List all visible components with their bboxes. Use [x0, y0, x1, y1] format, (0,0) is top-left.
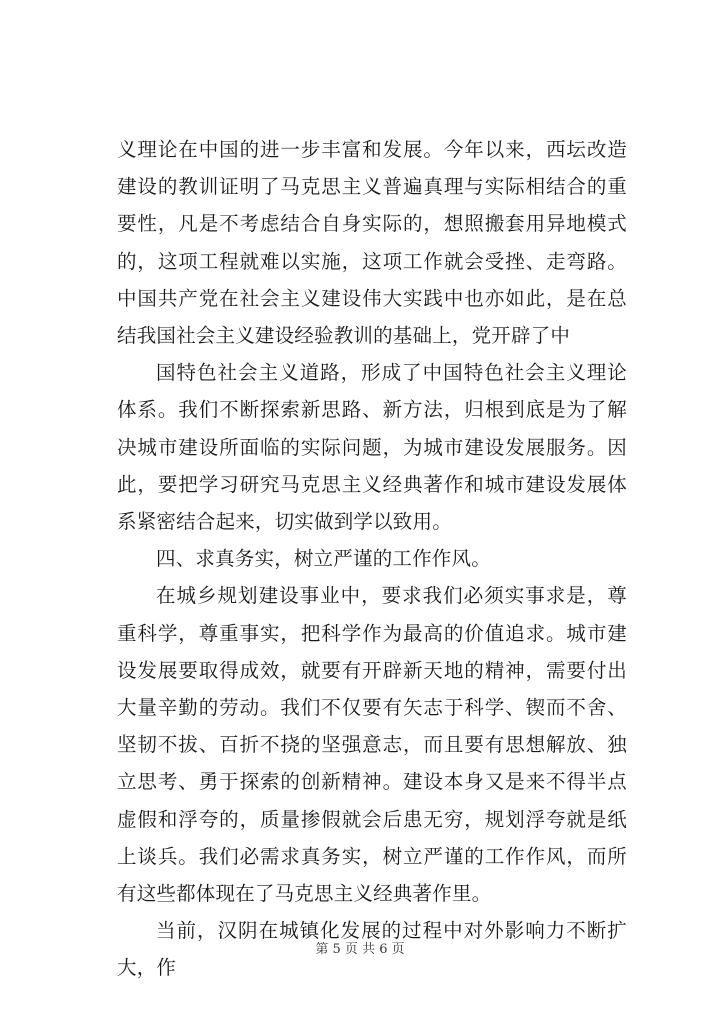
paragraph-work-style: 在城乡规划建设事业中，要求我们必须实事求是，尊重科学，尊重事实，把科学作为最高的价值追求。城市建设发展要取得成效，就要有开辟新天地的精神，需要付出大量辛勤的劳动。我们不仅要有矢志于科学、锲而不舍、坚韧不拔、百折不挠的坚强意志，而且要有思想解放、独立思考、勇于探索的创新精神。建设本身又是来不得半点虚假和浮夸的，质量掺假就会后患无穷，规划浮夸就是纸上谈兵。我们必需求真务实，树立严谨的工作作风，而所有这些都体现在了马克思主义经典著作里。: [117, 584, 627, 906]
paragraph-hanyin: 当前，汉阴在城镇化发展的过程中对外影响力不断扩大，作: [117, 919, 627, 980]
page-number-footer: 第 5 页 共 6 页: [315, 942, 405, 957]
section-heading-4: 四、求真务实，树立严谨的工作作风。: [156, 547, 491, 571]
document-body: [117, 131, 627, 987]
paragraph-socialism-theory: 国特色社会主义道路，形成了中国特色社会主义理论体系。我们不断探索新思路、新方法，归根到底是为了解决城市建设所面临的实际问题，为城市建设发展服务。因此，要把学习研究马克思主义经典著作和城市建设发展体系紧密结合起来，切实做到学以致用。: [117, 361, 627, 534]
paragraph-continuation: 义理论在中国的进一步丰富和发展。今年以来，西坛改造建设的教训证明了马克思主义普遍真理与实际相结合的重要性，凡是不考虑结合自身实际的，想照搬套用异地模式的，这项工程就难以实施，这项工作就会受挫、走弯路。中国共产党在社会主义建设伟大实践中也亦如此，是在总结我国社会主义建设经验教训的基础上，党开辟了中: [117, 138, 627, 348]
